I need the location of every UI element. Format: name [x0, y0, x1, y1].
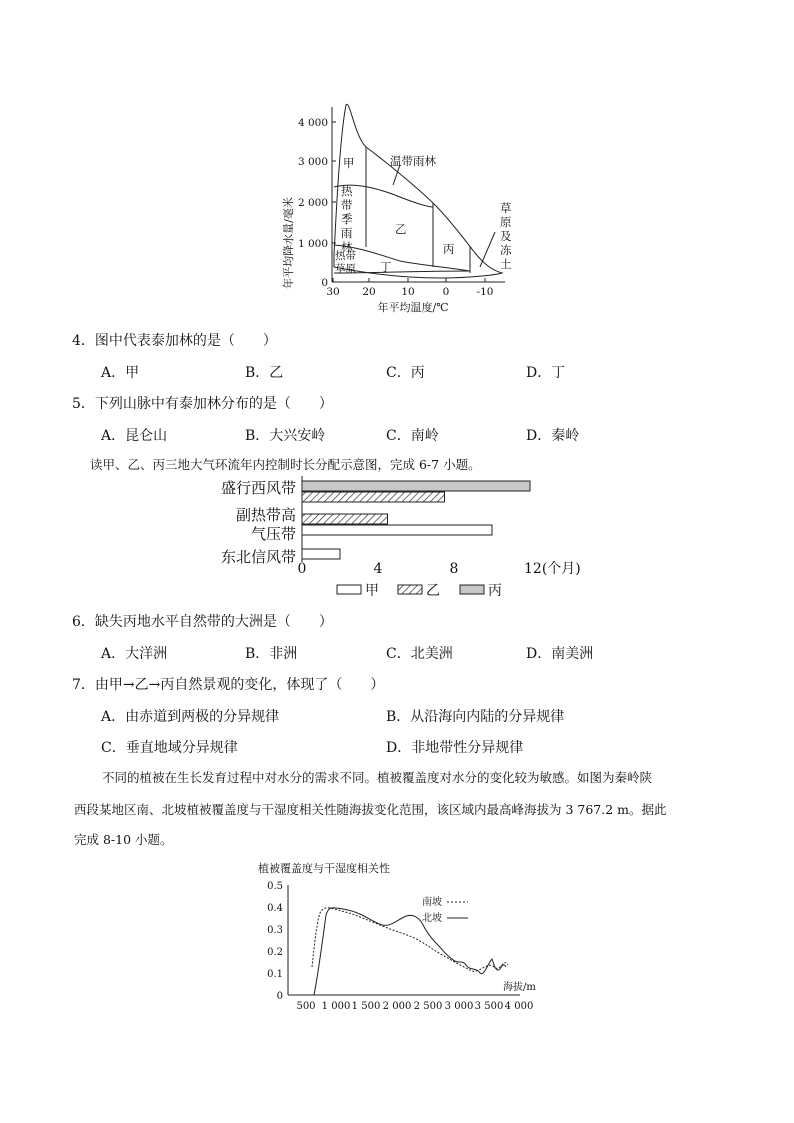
bar-x-tick-label: 12(个月)	[524, 561, 581, 577]
bar-category-label: 盛行西风带	[220, 479, 296, 497]
q6-option-a[interactable]: A．大洋洲	[101, 646, 168, 662]
bar-甲	[302, 549, 340, 559]
chart3-xtick: 1 500	[351, 1001, 381, 1012]
region-tundra: 冻	[500, 243, 512, 257]
q7-option-a[interactable]: A．由赤道到两极的分异规律	[101, 709, 280, 725]
region-tropical-monsoon: 热	[341, 184, 353, 198]
region-tundra: 及	[500, 229, 512, 243]
q4-option-b[interactable]: B．乙	[245, 365, 284, 381]
q7-option-b[interactable]: B．从沿海向内陆的分异规律	[386, 709, 565, 725]
chart1-ytick: 1 000	[297, 238, 328, 250]
region-tundra: 土	[500, 257, 512, 271]
q5-option-d[interactable]: D．秦岭	[526, 428, 580, 444]
legend-swatch	[398, 585, 422, 594]
region-tropical-monsoon: 季	[341, 212, 353, 226]
chart1-ytick: 2 000	[297, 197, 328, 209]
bar-乙	[302, 514, 388, 524]
region-tropical-monsoon: 带	[341, 198, 353, 212]
q6-option-b[interactable]: B．非洲	[245, 646, 298, 662]
chart3-ytick: 0.3	[267, 925, 283, 936]
chart1-xtick: 0	[442, 286, 450, 298]
q4-option-d[interactable]: D．丁	[526, 365, 566, 381]
bar-乙	[302, 492, 445, 502]
q6-option-d[interactable]: D．南美洲	[526, 646, 594, 662]
question-4-stem: 4．图中代表泰加林的是（ ）	[72, 333, 277, 349]
bar-category-label: 副热带高	[235, 506, 296, 524]
region-temperate-rainforest: 温带雨林	[390, 154, 436, 168]
chart1-ytick: 4 000	[297, 117, 328, 129]
q6-option-c[interactable]: C．北美洲	[386, 646, 453, 662]
south-slope-line	[312, 908, 508, 971]
chart3-xlabel: 海拔/m	[503, 982, 536, 993]
bar-x-tick-label: 0	[297, 561, 307, 577]
chart3-xtick: 2 500	[413, 1001, 443, 1012]
para-8-10-line3: 完成 8-10 小题。	[74, 832, 173, 847]
legend-label: 乙	[426, 583, 440, 599]
chart3-xtick: 1 000	[321, 1001, 351, 1012]
q4-option-a[interactable]: A．甲	[101, 365, 140, 381]
chart3-xtick: 2 000	[382, 1001, 412, 1012]
q5-option-c[interactable]: C．南岭	[386, 428, 439, 444]
bar-丙	[302, 481, 530, 491]
vegetation-correlation-line-chart	[250, 855, 550, 1015]
region-bing: 丙	[443, 242, 455, 256]
legend-south-slope: 南坡	[422, 897, 442, 908]
chart3-ytick: 0.5	[267, 881, 283, 892]
region-tropical-monsoon: 林	[341, 240, 353, 254]
bar-x-tick-label: 4	[373, 561, 383, 577]
chart1-ytick: 3 000	[297, 156, 328, 168]
legend-north-slope: 北坡	[422, 913, 442, 924]
bar-category-label: 东北信风带	[220, 548, 296, 566]
bar-x-tick-label: 8	[449, 561, 459, 577]
chart3-ytick: 0	[276, 991, 283, 1002]
chart1-xtick: -10	[476, 286, 494, 298]
region-tundra: 原	[500, 215, 512, 229]
legend-label: 丙	[488, 583, 502, 599]
q4-option-c[interactable]: C．丙	[386, 365, 425, 381]
chart1-xtick: 10	[401, 286, 415, 298]
chart3-xtick: 3 500	[474, 1001, 504, 1012]
question-5-stem: 5．下列山脉中有泰加林分布的是（ ）	[72, 396, 333, 412]
bar-category-label: 气压带	[250, 525, 296, 543]
chart3-ytick: 0.2	[267, 947, 283, 958]
north-slope-line	[314, 908, 506, 995]
chart3-xtick: 500	[296, 1001, 316, 1012]
chart3-ytick: 0.4	[267, 903, 283, 914]
legend-swatch	[460, 585, 484, 594]
chart1-xtick: 30	[326, 286, 340, 298]
chart3-title: 植被覆盖度与干湿度相关性	[258, 862, 390, 875]
q7-option-c[interactable]: C．垂直地域分异规律	[101, 740, 238, 756]
q5-option-b[interactable]: B．大兴安岭	[245, 428, 326, 444]
legend-label: 甲	[365, 583, 379, 599]
chart1-ytick: 0	[321, 277, 328, 289]
circulation-duration-bar-chart	[205, 472, 595, 607]
intro-6-7: 读甲、乙、丙三地大气环流年内控制时长分配示意图，完成 6-7 小题。	[90, 457, 481, 472]
para-8-10-line1: 不同的植被在生长发育过程中对水分的需求不同。植被覆盖度对水分的变化较为敏感。如图为秦岭陕	[102, 770, 653, 785]
chart1-xtick: 20	[362, 286, 376, 298]
q5-option-a[interactable]: A．昆仑山	[101, 428, 168, 444]
region-tropical-grass: 草原	[335, 263, 356, 275]
region-tundra: 草	[500, 201, 512, 215]
vegetation-climate-diagram	[270, 95, 530, 325]
chart3-ytick: 0.1	[267, 969, 283, 980]
region-tropical-monsoon: 雨	[341, 226, 353, 240]
para-8-10-line2: 西段某地区南、北坡植被覆盖度与干湿度相关性随海拔变化范围，该区域内最高峰海拔为 3 767.2 m。据此	[74, 802, 667, 817]
region-jia: 甲	[343, 156, 355, 170]
bar-甲	[302, 525, 492, 535]
region-ding: 丁	[380, 260, 392, 274]
chart1-ylabel: 年平均降水量/毫米	[282, 197, 295, 289]
region-yi: 乙	[395, 222, 407, 236]
legend-swatch	[337, 585, 361, 594]
q7-option-d[interactable]: D．非地带性分异规律	[386, 740, 524, 756]
question-6-stem: 6．缺失丙地水平自然带的大洲是（ ）	[72, 614, 333, 630]
chart3-xtick: 3 000	[444, 1001, 474, 1012]
chart1-xlabel: 年平均温度/℃	[377, 301, 449, 314]
question-7-stem: 7．由甲→乙→丙自然景观的变化，体现了（ ）	[72, 677, 385, 693]
chart3-xtick: 4 000	[504, 1001, 534, 1012]
region-tropical-grass: 热带	[335, 250, 356, 262]
chart1-outer-envelope	[334, 104, 502, 278]
